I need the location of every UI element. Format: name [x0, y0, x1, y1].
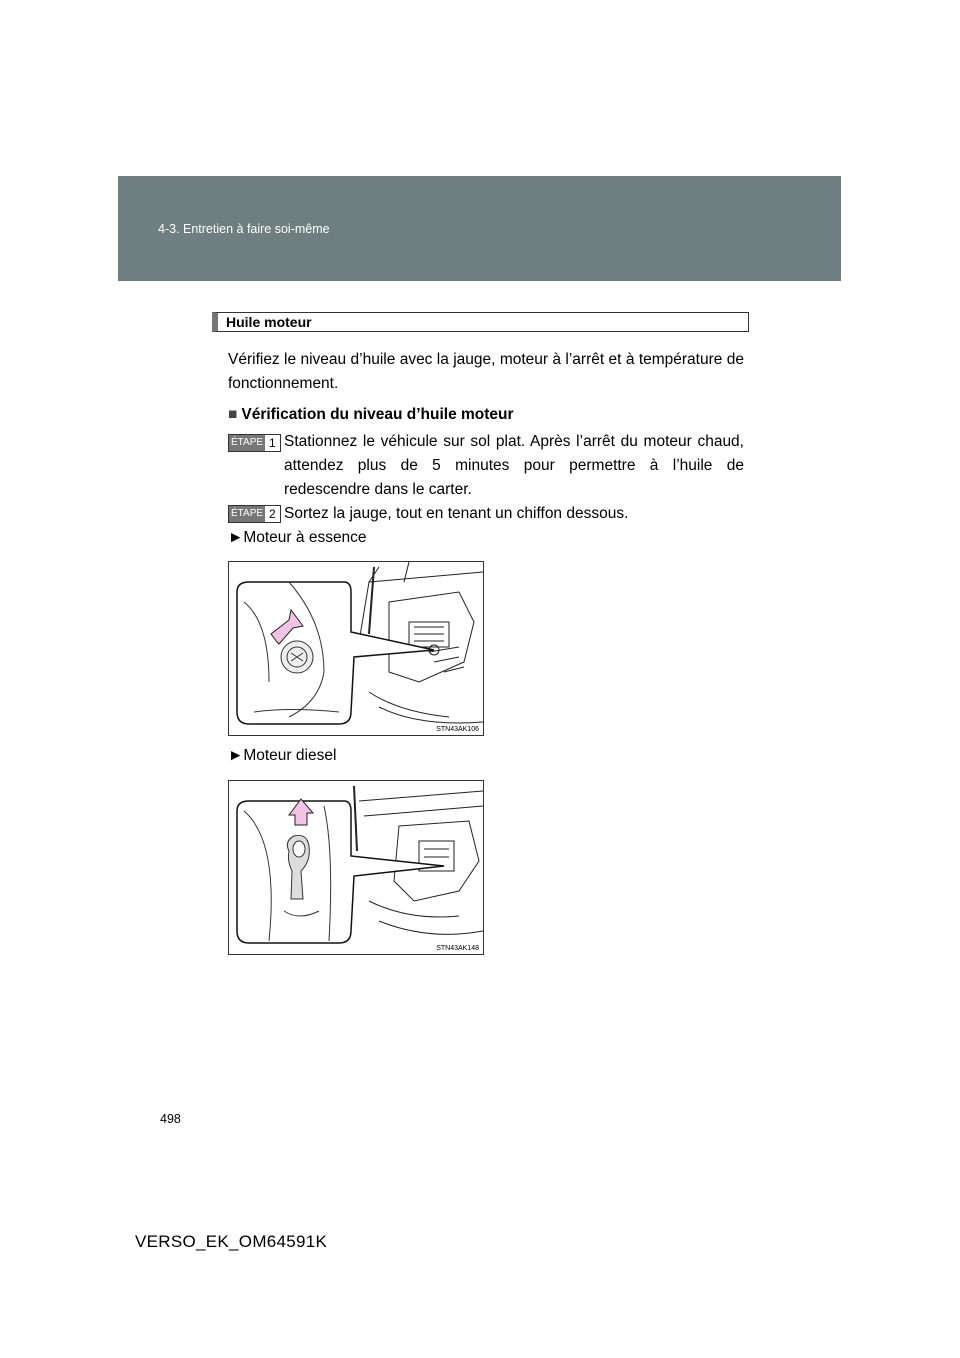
variant-diesel	[228, 747, 336, 765]
variant-label: Moteur diesel	[243, 747, 337, 764]
breadcrumb: 4-3. Entretien à faire soi-même	[158, 222, 330, 236]
step-1-text: Stationnez le véhicule sur sol plat. Après l’arrêt du moteur chaud, attendez plus de 5 minutes pour permettre à l’huile de redescendre dans le carter.	[284, 433, 744, 498]
subheading-text: Vérification du niveau d’huile moteur	[241, 406, 514, 423]
triangle-bullet-icon: ►	[228, 747, 244, 764]
step-2-text: Sortez la jauge, tout en tenant un chiffon dessous.	[284, 505, 629, 522]
step-badge-2	[228, 505, 281, 523]
step-number: 1	[265, 435, 280, 451]
step-label: ÉTAPE	[229, 506, 265, 522]
page-number: 498	[160, 1112, 181, 1126]
document-code: VERSO_EK_OM64591K	[135, 1232, 328, 1251]
step-label: ÉTAPE	[229, 435, 265, 451]
figure-code: STN43AK148	[436, 945, 479, 952]
intro-paragraph: Vérifiez le niveau d’huile avec la jauge, moteur à l’arrêt et à température de fonctionnement.	[228, 351, 744, 392]
engine-illustration	[229, 562, 483, 735]
step-badge-1	[228, 434, 281, 452]
engine-illustration	[229, 781, 483, 954]
section-title-box	[212, 312, 749, 332]
figure-code: STN43AK106	[436, 726, 479, 733]
figure-diesel-engine	[228, 780, 484, 955]
square-bullet-icon: ■	[228, 406, 238, 423]
variant-petrol	[228, 529, 367, 547]
triangle-bullet-icon: ►	[228, 529, 244, 546]
section-title: Huile moteur	[226, 314, 312, 330]
figure-petrol-engine	[228, 561, 484, 736]
header-band	[118, 176, 841, 281]
subheading	[228, 406, 514, 424]
variant-label: Moteur à essence	[243, 529, 367, 546]
step-number: 2	[265, 506, 280, 522]
